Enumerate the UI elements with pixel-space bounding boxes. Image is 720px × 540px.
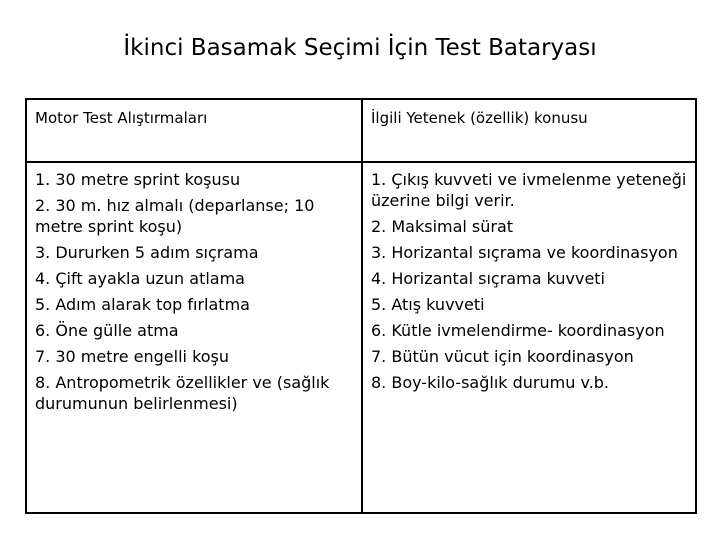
list-item: 1. 30 metre sprint koşusu	[35, 170, 241, 189]
list-item: 7. Bütün vücut için koordinasyon	[371, 347, 634, 366]
test-battery-table	[25, 98, 697, 514]
list-item: 3. Horizantal sıçrama ve koordinasyon	[371, 243, 678, 262]
list-item: 5. Adım alarak top fırlatma	[35, 295, 250, 314]
list-item: 2. 30 m. hız almalı (deparlanse; 10 metre sprint koşu)	[35, 196, 315, 236]
list-item: 4. Horizantal sıçrama kuvveti	[371, 269, 605, 288]
header-related-ability: İlgili Yetenek (özellik) konusu	[371, 109, 588, 127]
list-item: 1. Çıkış kuvveti ve ivmelenme yeteneği üzerine bilgi verir.	[371, 170, 687, 210]
list-item: 5. Atış kuvveti	[371, 295, 485, 314]
list-item: 6. Kütle ivmelendirme- koordinasyon	[371, 321, 665, 340]
list-item: 4. Çift ayakla uzun atlama	[35, 269, 245, 288]
slide-title: İkinci Basamak Seçimi İçin Test Bataryası	[123, 35, 597, 61]
list-item: 2. Maksimal sürat	[371, 217, 514, 236]
motor-tests-cell	[35, 169, 355, 419]
list-item: 7. 30 metre engelli koşu	[35, 347, 230, 366]
related-ability-list	[371, 169, 691, 393]
motor-tests-list	[35, 169, 355, 414]
list-item: 3. Dururken 5 adım sıçrama	[35, 243, 259, 262]
header-motor-tests: Motor Test Alıştırmaları	[35, 109, 208, 127]
list-item: 8. Boy-kilo-sağlık durumu v.b.	[371, 373, 610, 392]
header-divider	[27, 161, 695, 163]
list-item: 8. Antropometrik özellikler ve (sağlık durumunun belirlenmesi)	[35, 373, 330, 413]
related-ability-cell	[371, 169, 691, 398]
list-item: 6. Öne gülle atma	[35, 321, 179, 340]
